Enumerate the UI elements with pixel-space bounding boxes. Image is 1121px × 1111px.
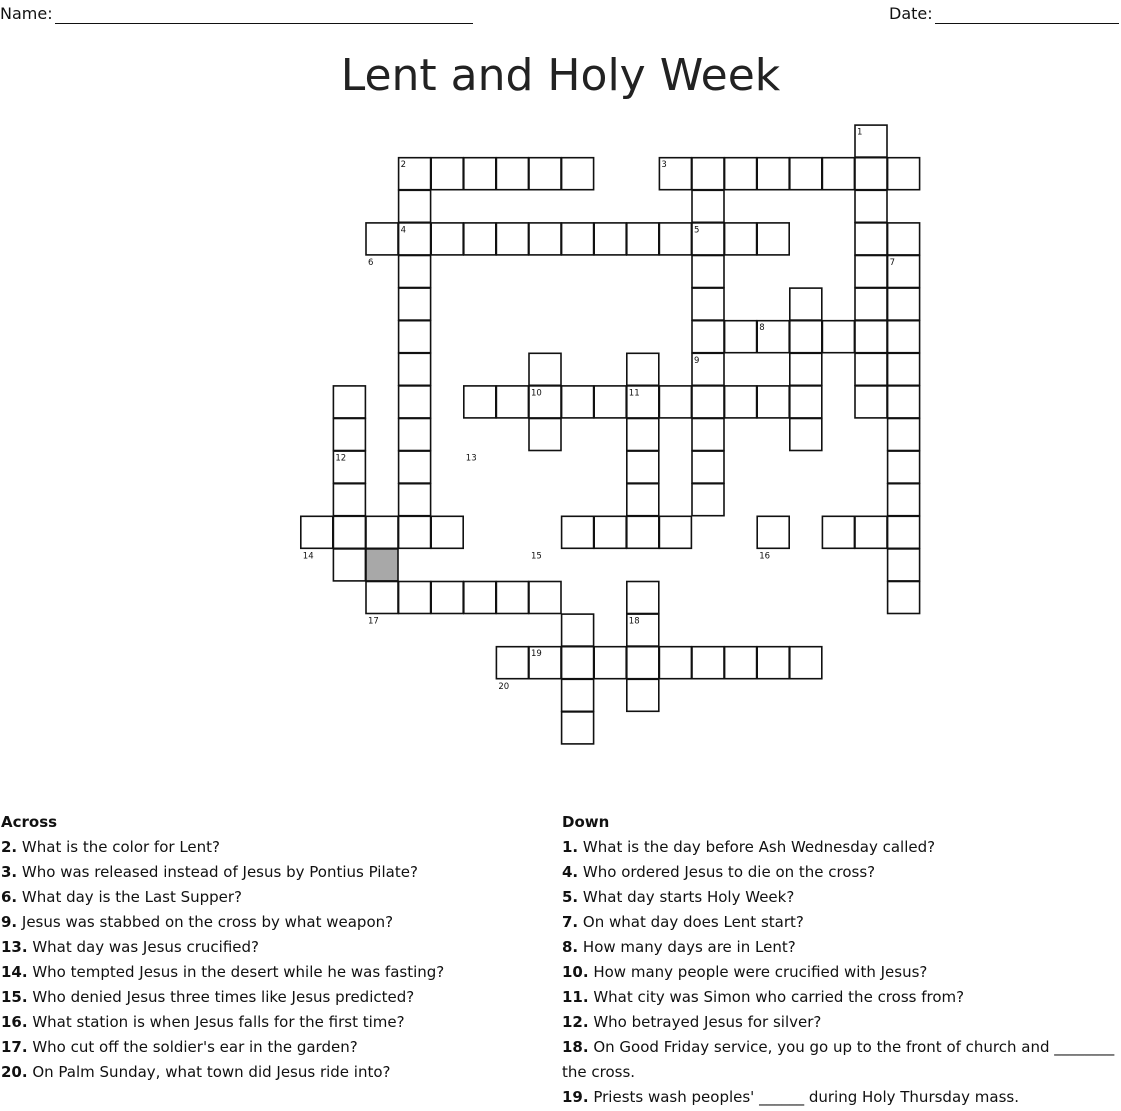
clue-number: 12.: [562, 1013, 589, 1031]
clue-number: 4.: [562, 863, 579, 881]
grid-cell[interactable]: [594, 516, 626, 548]
grid-cell[interactable]: [562, 386, 594, 418]
grid-cell[interactable]: [692, 256, 724, 288]
grid-cell[interactable]: [399, 288, 431, 320]
grid-cell[interactable]: [692, 158, 724, 190]
clue-text: Jesus was stabbed on the cross by what weapon?: [17, 913, 394, 931]
down-clue: [562, 1085, 1117, 1110]
grid-cell[interactable]: [529, 158, 561, 190]
grid-cell[interactable]: [627, 353, 659, 385]
grid-cell[interactable]: [464, 386, 496, 418]
clue-number: 10.: [562, 963, 589, 981]
grid-cell[interactable]: [692, 484, 724, 516]
grid-cell[interactable]: [333, 386, 365, 418]
across-clue: [1, 960, 551, 985]
grid-cell[interactable]: [790, 419, 822, 451]
clue-text: Who cut off the soldier's ear in the garden?: [27, 1038, 358, 1056]
cell-number: 18: [628, 616, 640, 627]
clue-number: 16.: [1, 1013, 28, 1031]
grid-cell[interactable]: [562, 158, 594, 190]
clue-text: How many people were crucified with Jesus?: [588, 963, 928, 981]
grid-cell[interactable]: [627, 223, 659, 255]
grid-cell[interactable]: [692, 321, 724, 353]
down-clue: [562, 960, 1117, 985]
grid-cell[interactable]: [627, 516, 659, 548]
grid-cell[interactable]: [855, 288, 887, 320]
grid-cell[interactable]: [725, 647, 757, 679]
grid-cell[interactable]: [790, 647, 822, 679]
cell-number: 13: [465, 453, 477, 464]
grid-cell[interactable]: [659, 647, 691, 679]
grid-cell[interactable]: [366, 516, 398, 548]
grid-cell[interactable]: [888, 223, 920, 255]
grid-cell[interactable]: [496, 386, 528, 418]
across-clue: [1, 885, 551, 910]
grid-cell[interactable]: [333, 419, 365, 451]
grid-block: [366, 549, 398, 581]
cell-number: 5: [694, 225, 700, 236]
grid-cell[interactable]: [888, 484, 920, 516]
across-clue: [1, 1035, 551, 1060]
cell-number: 17: [368, 616, 379, 627]
across-clue: [1, 985, 551, 1010]
clue-number: 1.: [562, 838, 579, 856]
down-clue: [562, 1035, 1120, 1085]
cell-number: 8: [759, 323, 765, 334]
grid-cell[interactable]: [855, 353, 887, 385]
across-clue: [1, 1010, 551, 1035]
grid-cell[interactable]: [594, 386, 626, 418]
across-clue: [1, 935, 551, 960]
grid-cell[interactable]: [725, 386, 757, 418]
clue-text: How many days are in Lent?: [578, 938, 796, 956]
clue-number: 14.: [1, 963, 28, 981]
grid-cell[interactable]: [790, 158, 822, 190]
clue-number: 5.: [562, 888, 579, 906]
grid-cell[interactable]: [757, 158, 789, 190]
grid-cell[interactable]: [627, 484, 659, 516]
down-clues: [562, 812, 1120, 1110]
grid-cell[interactable]: [790, 353, 822, 385]
grid-cell[interactable]: [399, 353, 431, 385]
grid-cell[interactable]: [431, 516, 463, 548]
cell-number: 14: [302, 551, 314, 562]
grid-cell[interactable]: [562, 712, 594, 744]
clue-number: 18.: [562, 1038, 589, 1056]
grid-cell[interactable]: [692, 190, 724, 222]
grid-cell[interactable]: [627, 451, 659, 483]
down-clue: [562, 935, 1117, 960]
grid-cell[interactable]: [529, 582, 561, 614]
grid-cell[interactable]: [855, 386, 887, 418]
across-clue: [1, 1060, 551, 1085]
clue-text: What is the color for Lent?: [17, 838, 220, 856]
clue-number: 11.: [562, 988, 589, 1006]
clue-number: 8.: [562, 938, 579, 956]
grid-cell[interactable]: [888, 516, 920, 548]
down-clue: [562, 885, 1117, 910]
grid-cell[interactable]: [888, 386, 920, 418]
grid-cell[interactable]: [562, 679, 594, 711]
clue-text: Who was released instead of Jesus by Pontius Pilate?: [17, 863, 418, 881]
clue-text: Who ordered Jesus to die on the cross?: [578, 863, 876, 881]
grid-cell[interactable]: [692, 386, 724, 418]
across-clue: [1, 860, 551, 885]
clue-text: What day is the Last Supper?: [17, 888, 243, 906]
grid-cell[interactable]: [888, 353, 920, 385]
across-clue-list: [1, 835, 551, 1085]
grid-cell[interactable]: [562, 223, 594, 255]
grid-cell[interactable]: [855, 256, 887, 288]
grid-cell[interactable]: [888, 582, 920, 614]
grid-cell[interactable]: [855, 223, 887, 255]
grid-cell[interactable]: [888, 451, 920, 483]
grid-cell[interactable]: [725, 158, 757, 190]
grid-cell[interactable]: [627, 679, 659, 711]
grid-cell[interactable]: [855, 321, 887, 353]
clue-text: On Palm Sunday, what town did Jesus ride into?: [27, 1063, 391, 1081]
grid-cell[interactable]: [562, 614, 594, 646]
grid-cell[interactable]: [692, 288, 724, 320]
grid-cell[interactable]: [855, 516, 887, 548]
down-clue: [562, 860, 1117, 885]
grid-cell[interactable]: [888, 419, 920, 451]
clue-number: 6.: [1, 888, 18, 906]
clue-number: 13.: [1, 938, 28, 956]
grid-cell[interactable]: [431, 158, 463, 190]
grid-cell[interactable]: [725, 321, 757, 353]
grid-cell[interactable]: [399, 386, 431, 418]
grid-cell[interactable]: [464, 158, 496, 190]
grid-cell[interactable]: [757, 647, 789, 679]
down-clue: [562, 985, 1117, 1010]
clue-text: On Good Friday service, you go up to the front of church and ________ the cross.: [562, 1038, 1120, 1081]
date-label: Date:: [889, 4, 933, 23]
grid-cell[interactable]: [725, 223, 757, 255]
grid-cell[interactable]: [594, 647, 626, 679]
grid-cell[interactable]: [692, 419, 724, 451]
cell-number: 3: [661, 160, 667, 171]
grid-cell[interactable]: [790, 386, 822, 418]
grid-cell[interactable]: [822, 516, 854, 548]
grid-cell[interactable]: [366, 582, 398, 614]
clue-text: Who betrayed Jesus for silver?: [588, 1013, 822, 1031]
across-heading: Across: [1, 813, 58, 831]
cell-number: 1: [857, 127, 863, 138]
cell-number: 4: [400, 225, 407, 236]
grid-cell[interactable]: [529, 353, 561, 385]
cell-number: 20: [498, 681, 510, 692]
grid-cell[interactable]: [464, 223, 496, 255]
cell-number: 12: [335, 453, 347, 464]
grid-cell[interactable]: [659, 386, 691, 418]
grid-cell[interactable]: [790, 288, 822, 320]
grid-cell[interactable]: [496, 158, 528, 190]
clue-number: 2.: [1, 838, 18, 856]
grid-cell[interactable]: [692, 647, 724, 679]
grid-cell[interactable]: [366, 223, 398, 255]
name-label: Name:: [0, 4, 53, 23]
grid-cell[interactable]: [659, 223, 691, 255]
grid-cell[interactable]: [399, 451, 431, 483]
grid-cell[interactable]: [692, 451, 724, 483]
grid-cell[interactable]: [888, 288, 920, 320]
grid-cell[interactable]: [659, 516, 691, 548]
clue-text: What is the day before Ash Wednesday called?: [578, 838, 936, 856]
grid-cell[interactable]: [822, 321, 854, 353]
grid-cell[interactable]: [496, 223, 528, 255]
grid-cell[interactable]: [399, 516, 431, 548]
clue-text: Priests wash peoples' ______ during Holy Thursday mass.: [588, 1088, 1019, 1106]
across-clue: [1, 910, 551, 935]
grid-cell[interactable]: [399, 484, 431, 516]
clue-number: 20.: [1, 1063, 28, 1081]
grid-cell[interactable]: [431, 582, 463, 614]
down-heading: Down: [562, 813, 610, 831]
grid-cell[interactable]: [822, 158, 854, 190]
grid-cell[interactable]: [594, 223, 626, 255]
grid-cell[interactable]: [399, 190, 431, 222]
grid-cell[interactable]: [431, 223, 463, 255]
cell-number: 9: [694, 355, 700, 366]
grid-cell[interactable]: [790, 321, 822, 353]
down-clue-list: [562, 835, 1120, 1110]
down-clue: [562, 910, 1117, 935]
clue-text: On what day does Lent start?: [578, 913, 804, 931]
cell-number: 6: [368, 258, 374, 268]
grid-cell[interactable]: [855, 158, 887, 190]
grid-cell[interactable]: [562, 647, 594, 679]
across-clues: [1, 812, 551, 1085]
clue-text: Who denied Jesus three times like Jesus predicted?: [27, 988, 415, 1006]
across-clue: [1, 835, 551, 860]
grid-cell[interactable]: [757, 386, 789, 418]
clue-number: 3.: [1, 863, 18, 881]
grid-cell[interactable]: [888, 158, 920, 190]
grid-cell[interactable]: [496, 582, 528, 614]
clue-text: What day starts Holy Week?: [578, 888, 795, 906]
clue-number: 15.: [1, 988, 28, 1006]
grid-cell[interactable]: [888, 549, 920, 581]
grid-cell[interactable]: [333, 516, 365, 548]
cell-number: 2: [400, 160, 407, 171]
cell-number: 19: [531, 649, 542, 660]
grid-cell[interactable]: [757, 516, 789, 548]
grid-cell[interactable]: [562, 516, 594, 548]
clue-text: What station is when Jesus falls for the first time?: [27, 1013, 405, 1031]
grid-cell[interactable]: [399, 321, 431, 353]
clue-number: 19.: [562, 1088, 589, 1106]
grid-cell[interactable]: [399, 582, 431, 614]
grid-cell[interactable]: [464, 582, 496, 614]
grid-cell[interactable]: [301, 516, 333, 548]
clue-text: What city was Simon who carried the cross from?: [588, 988, 965, 1006]
cell-number: 11: [628, 388, 640, 399]
cell-number: 15: [531, 551, 542, 562]
puzzle-title: Lent and Holy Week: [340, 50, 781, 101]
grid-cell[interactable]: [496, 647, 528, 679]
cell-number: 16: [759, 551, 771, 562]
grid-cell[interactable]: [529, 223, 561, 255]
down-clue: [562, 835, 1117, 860]
grid-cell[interactable]: [399, 419, 431, 451]
clue-number: 9.: [1, 913, 18, 931]
clue-text: Who tempted Jesus in the desert while he was fasting?: [27, 963, 445, 981]
clue-text: What day was Jesus crucified?: [27, 938, 259, 956]
cell-number: 7: [889, 258, 896, 268]
grid-cell[interactable]: [627, 582, 659, 614]
cell-number: 10: [531, 388, 542, 399]
grid-cell[interactable]: [757, 223, 789, 255]
grid-cell[interactable]: [399, 256, 431, 288]
grid-cell[interactable]: [855, 190, 887, 222]
grid-cell[interactable]: [529, 419, 561, 451]
clue-number: 17.: [1, 1038, 28, 1056]
grid-cell[interactable]: [627, 647, 659, 679]
grid-cell[interactable]: [627, 419, 659, 451]
grid-cell[interactable]: [888, 321, 920, 353]
clue-number: 7.: [562, 913, 579, 931]
grid-cell[interactable]: [333, 484, 365, 516]
down-clue: [562, 1010, 1117, 1035]
grid-cell[interactable]: [333, 549, 365, 581]
